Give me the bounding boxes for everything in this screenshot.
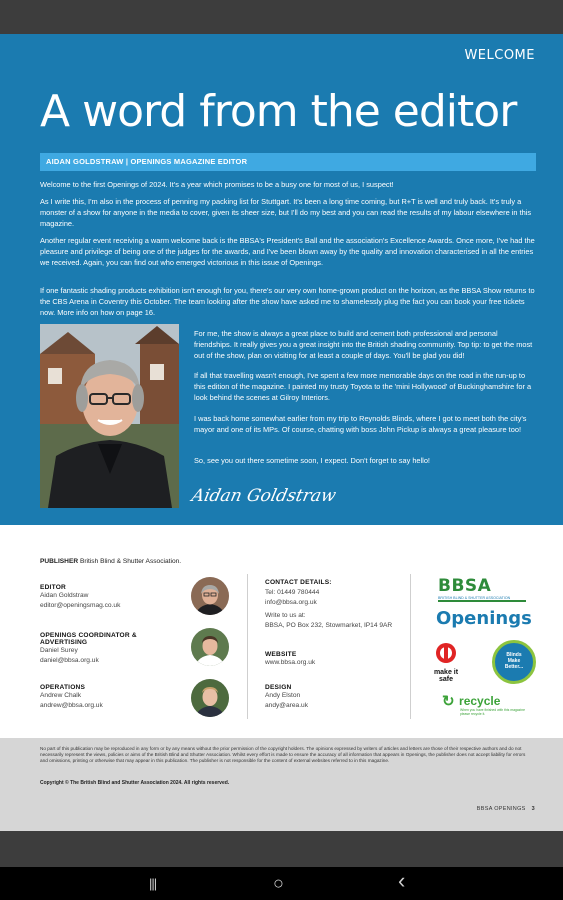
avatar	[191, 628, 229, 666]
publisher-label: PUBLISHER	[40, 558, 79, 565]
make-it-safe-logo	[424, 642, 468, 686]
website-label: WEBSITE	[265, 651, 297, 658]
page-title: A word from the editor	[40, 86, 517, 137]
operations-avatar-image	[191, 679, 229, 717]
staff-name: Daniel Surey	[40, 647, 78, 654]
design-email[interactable]: andy@area.uk	[265, 701, 308, 709]
paragraph-1: Welcome to the first Openings of 2024. It's a year which promises to be a busy one for most of us, I suspect!	[40, 180, 394, 189]
bbsa-logo-text: BBSA	[438, 576, 492, 596]
staff-name: Aidan Goldstraw	[40, 592, 89, 599]
design-name: Andy Elston	[265, 692, 301, 699]
page-number: 3	[531, 806, 535, 812]
website-block	[265, 651, 415, 668]
magazine-page	[0, 34, 563, 831]
contact-tel[interactable]: Tel: 01449 780444	[265, 589, 320, 596]
staff-role: OPENINGS COORDINATOR & ADVERTISING	[40, 632, 137, 646]
contact-email[interactable]: info@bbsa.org.uk	[265, 598, 317, 606]
staff-email[interactable]: editor@openingsmag.co.uk	[40, 601, 121, 609]
reader-bottom-bar	[0, 831, 563, 867]
staff-name: Andrew Chalk	[40, 692, 82, 699]
contact-details	[265, 579, 415, 630]
contact-address: BBSA, PO Box 232, Stowmarket, IP14 9AR	[265, 621, 393, 629]
section-label: WELCOME	[464, 48, 535, 63]
avatar	[191, 679, 229, 717]
legal-text: No part of this publication may be reproduced in any form or by any means without the prior permission of the copyright holders. The opinions expressed by writers of articles and letters are those of their respective authors and do not necessarily represent the views, policies or aims of the British Blind and Shutter Association. Whilst every effort is made to ensure the accuracy of all information that appears in Openings, the publisher does not accept liability for errors and omissions, printing or otherwise that may appear in this publication. The publisher is not responsible for the content of external websites referred to in this magazine.	[40, 746, 526, 764]
make-it-text: make it	[433, 669, 459, 676]
staff-role: EDITOR	[40, 584, 66, 591]
staff-email[interactable]: daniel@bbsa.org.uk	[40, 656, 99, 664]
column-separator	[410, 574, 411, 719]
publisher-line	[40, 558, 181, 565]
editor-avatar-image	[191, 577, 229, 615]
safety-icon	[435, 642, 457, 664]
page-folio	[477, 806, 535, 812]
status-bar	[0, 0, 563, 34]
system-nav-bar	[0, 867, 563, 900]
website-value[interactable]: www.bbsa.org.uk	[265, 659, 316, 666]
publisher-value: British Blind & Shutter Association.	[79, 558, 182, 565]
avatar	[191, 577, 229, 615]
coordinator-avatar-image	[191, 628, 229, 666]
folio-label: BBSA OPENINGS	[476, 806, 526, 812]
paragraph-4: If one fantastic shading products exhibition isn't enough for you, there's our very own home-grown product on the horizon, as the BBSA Show returns to the CBS Arena in Coventry this October. The team looking after the show have asked me to shamelessly plug the fact you can book your free tickets now. More info on how on page 16.	[40, 286, 535, 317]
bbsa-logo	[438, 576, 526, 602]
editor-letter-panel	[0, 34, 563, 525]
paragraph-8: So, see you out there sometime soon, I expect. Don't forget to say hello!	[194, 456, 430, 465]
editor-photo	[40, 324, 179, 508]
staff-operations	[40, 684, 180, 710]
recents-button[interactable]: |||	[149, 876, 157, 891]
contact-write-label: Write to us at:	[265, 612, 306, 620]
editor-signature: Aidan Goldstraw	[189, 486, 338, 506]
paragraph-5: For me, the show is always a great place to build and cement both professional and personal friendships. It really gives you a great insight into the British shading community. Top tip: to get the most out of the show, plan on visiting for at least a couple of days. You'll be glad you did!	[194, 329, 533, 360]
design-block	[265, 684, 415, 710]
byline-bar: AIDAN GOLDSTRAW | OPENINGS MAGAZINE EDITOR	[40, 153, 536, 171]
recycle-sub: When you have finished with this magazine please recycle it.	[460, 708, 526, 717]
home-button[interactable]: ○	[273, 873, 284, 893]
contact-label: CONTACT DETAILS:	[265, 579, 332, 586]
design-label: DESIGN	[265, 684, 292, 691]
paragraph-6: If all that travelling wasn't enough, I've spent a few more memorable days on the road in the run-up to this edition of the magazine. I painted my trusty Toyota to the 'mini Hollywood' of Buckinghamshire for a look behind the scenes at Gilroy Interiors.	[194, 371, 532, 402]
blinds-make-better-badge	[492, 640, 536, 684]
staff-coordinator	[40, 632, 185, 665]
recycle-text: recycle	[459, 694, 501, 708]
copyright-text: Copyright © The British Blind and Shutter Association 2024. All rights reserved.	[40, 780, 230, 786]
recycle-icon: ↻	[442, 693, 455, 710]
badge-line-2: Make	[507, 658, 521, 664]
panel-divider	[0, 525, 563, 539]
openings-logo: Openings	[436, 608, 532, 629]
column-separator	[247, 574, 248, 719]
editor-portrait-image	[40, 324, 179, 508]
paragraph-7: I was back home somewhat earlier from my trip to Reynolds Blinds, where I got to meet both the city's mayor and one of its MPs. Of course, chatting with boss John Pickup is always a great pleasure too!	[194, 414, 527, 434]
paragraph-3: Another regular event receiving a warm welcome back is the BBSA's President's Ball and the association's Excellence Awards. Once more, I've had the pleasure and privilege of being one of the judges for the awards, and I've been blown away by the quality and innovation characterised in all the entries we received. Again, you can find out who emerged victorious in this issue of Openings.	[40, 236, 535, 267]
staff-editor	[40, 584, 180, 610]
staff-role: OPERATIONS	[40, 684, 86, 691]
staff-email[interactable]: andrew@bbsa.org.uk	[40, 701, 103, 709]
badge-line-3: Better...	[504, 664, 524, 670]
safe-text: safe	[438, 676, 453, 683]
paragraph-2: As I write this, I'm also in the process of penning my packing list for Stuttgart. It's been a long time coming, but R+T is well and truly back. It's truly a monster of a show for anyone in the media to cover, given its sheer size, but I'll do my best and you can read the results of my labour elsewhere in this magazine.	[40, 197, 532, 228]
bbsa-logo-sub: BRITISH BLIND & SHUTTER ASSOCIATION	[438, 596, 511, 600]
back-button[interactable]: ‹	[398, 868, 406, 893]
badge-line-1: Blinds	[506, 652, 522, 658]
recycle-logo	[442, 692, 538, 716]
